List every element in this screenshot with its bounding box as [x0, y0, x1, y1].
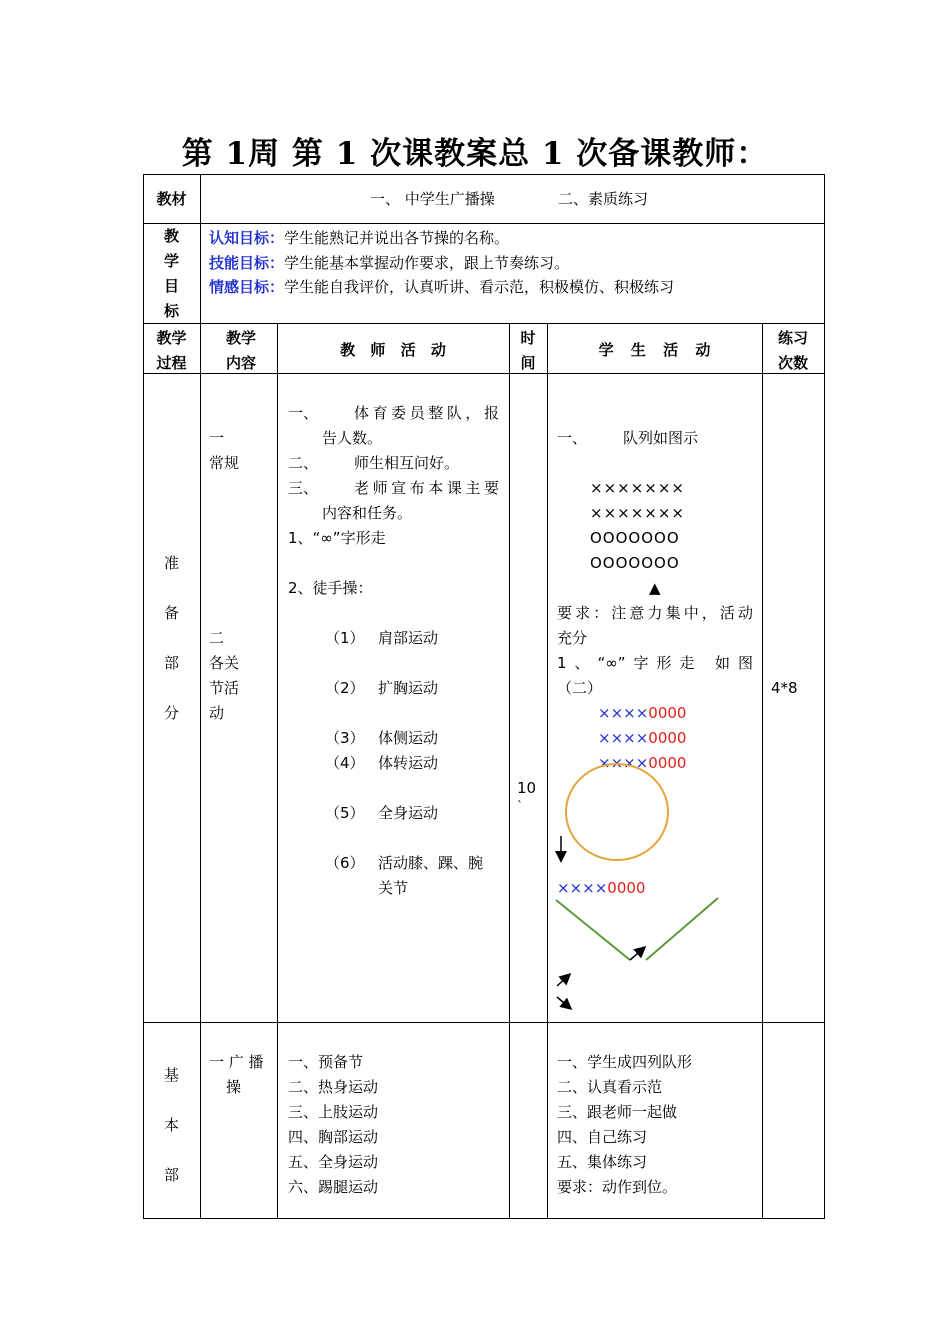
teacher-position-triangle-icon: ▲	[649, 579, 661, 597]
exercise-item-text: 体转运动	[378, 754, 439, 772]
header-student-activity: 学 生 活 动	[598, 341, 711, 359]
material-item-2: 二、素质练习	[558, 190, 649, 208]
prep-label: 准 备 部 分	[163, 554, 179, 722]
main-content-cont: 操	[226, 1078, 242, 1096]
material-label: 教材	[156, 190, 187, 208]
prep-content-routine: 一 常规	[209, 429, 240, 472]
prep-content-joints: 二 各关 节活 动	[209, 629, 240, 722]
teacher-figure8-walk: 1、“∞”字形走	[288, 529, 386, 547]
exercise-item-text-cont: 关节	[378, 879, 409, 897]
figure-row: ××××0000	[598, 754, 687, 772]
main-student-activity: 一、学生成四列队形 二、认真看示范 三、跟老师一起做 四、自己练习 五、集体练习 要求：动作到位。	[557, 1053, 693, 1196]
formation-row: OOOOOOO	[590, 529, 680, 547]
teacher-freehand-exercise: 2、徒手操：	[288, 579, 373, 597]
student-requirement: 要求：注意力集中，活动	[557, 604, 753, 622]
exercise-item: （6）	[325, 854, 365, 872]
goal-skill: 技能目标：学生能基本掌握动作要求，跟上节奏练习。	[209, 254, 570, 272]
teacher-step-2: 二、	[288, 454, 319, 472]
header-teacher-activity: 教 师 活 动	[340, 341, 446, 359]
prep-time: 10	[517, 779, 537, 797]
student-figure8-walk-cont: （二）	[557, 679, 603, 697]
v-path-icon	[646, 898, 718, 960]
header-practice-count: 练习 次数	[777, 329, 808, 372]
exercise-item: （5）	[325, 804, 365, 822]
prep-practice-count: 4*8	[771, 679, 798, 697]
exercise-item: （1）	[325, 629, 365, 647]
diagonal-arrow-icon	[630, 948, 644, 960]
header-time: 时 间	[520, 329, 536, 372]
student-requirement-cont: 充分	[557, 629, 588, 647]
exercise-item-text: 活动膝、踝、腕	[378, 854, 484, 872]
goal-cognitive: 认知目标：学生能熟记并说出各节操的名称。	[209, 229, 510, 247]
diagonal-arrow-icon	[557, 997, 570, 1008]
header-process: 教学 过程	[156, 329, 187, 372]
figure-row: ××××0000	[557, 879, 646, 897]
student-figure8-walk: 1、“∞”字形走 如图	[557, 654, 753, 672]
figure-row: ××××0000	[598, 704, 687, 722]
main-teacher-activity: 一、预备节 二、热身运动 三、上肢运动 四、胸部运动 五、全身运动 六、踢腿运动	[288, 1053, 379, 1196]
page-title: 第 1周 第 1 次课教案总 1 次备课教师：	[181, 136, 769, 172]
teacher-step-3: 三、	[288, 479, 319, 497]
exercise-item-text: 扩胸运动	[378, 679, 439, 697]
teacher-step-1: 一、	[288, 404, 319, 422]
goals-label: 教 学 目 标	[163, 227, 179, 320]
teacher-step-3-text: 老师宣布本课主要	[354, 479, 499, 497]
formation-row: OOOOOOO	[590, 554, 680, 572]
prep-time-mark: `	[517, 799, 523, 813]
teacher-step-1-cont: 告人数。	[322, 429, 383, 447]
main-label: 基 本 部	[163, 1066, 179, 1184]
exercise-item-text: 体侧运动	[378, 729, 439, 747]
teacher-step-2-text: 师生相互问好。	[354, 454, 460, 472]
formation-row: ×××××××	[590, 504, 685, 522]
v-path-icon	[556, 900, 630, 960]
material-item-1: 一、 中学生广播操	[370, 190, 495, 208]
diagonal-arrow-icon	[557, 975, 569, 986]
student-step-1: 一、	[557, 429, 588, 447]
header-content: 教学 内容	[225, 329, 256, 372]
teacher-step-1-text: 体育委员整队，报	[354, 404, 499, 422]
exercise-item: （4）	[325, 754, 365, 772]
formation-row: ×××××××	[590, 479, 685, 497]
main-content: 一 广 播	[209, 1053, 264, 1071]
exercise-item-text: 全身运动	[378, 804, 439, 822]
goal-affective: 情感目标：学生能自我评价，认真听讲、看示范，积极模仿、积极练习	[209, 278, 675, 296]
figure-row: ××××0000	[598, 729, 687, 747]
teacher-step-3-cont: 内容和任务。	[322, 504, 413, 522]
circle-path-icon	[566, 764, 668, 860]
exercise-item: （2）	[325, 679, 365, 697]
exercise-item: （3）	[325, 729, 365, 747]
student-step-1-text: 队列如图示	[623, 429, 699, 447]
exercise-item-text: 肩部运动	[378, 629, 439, 647]
